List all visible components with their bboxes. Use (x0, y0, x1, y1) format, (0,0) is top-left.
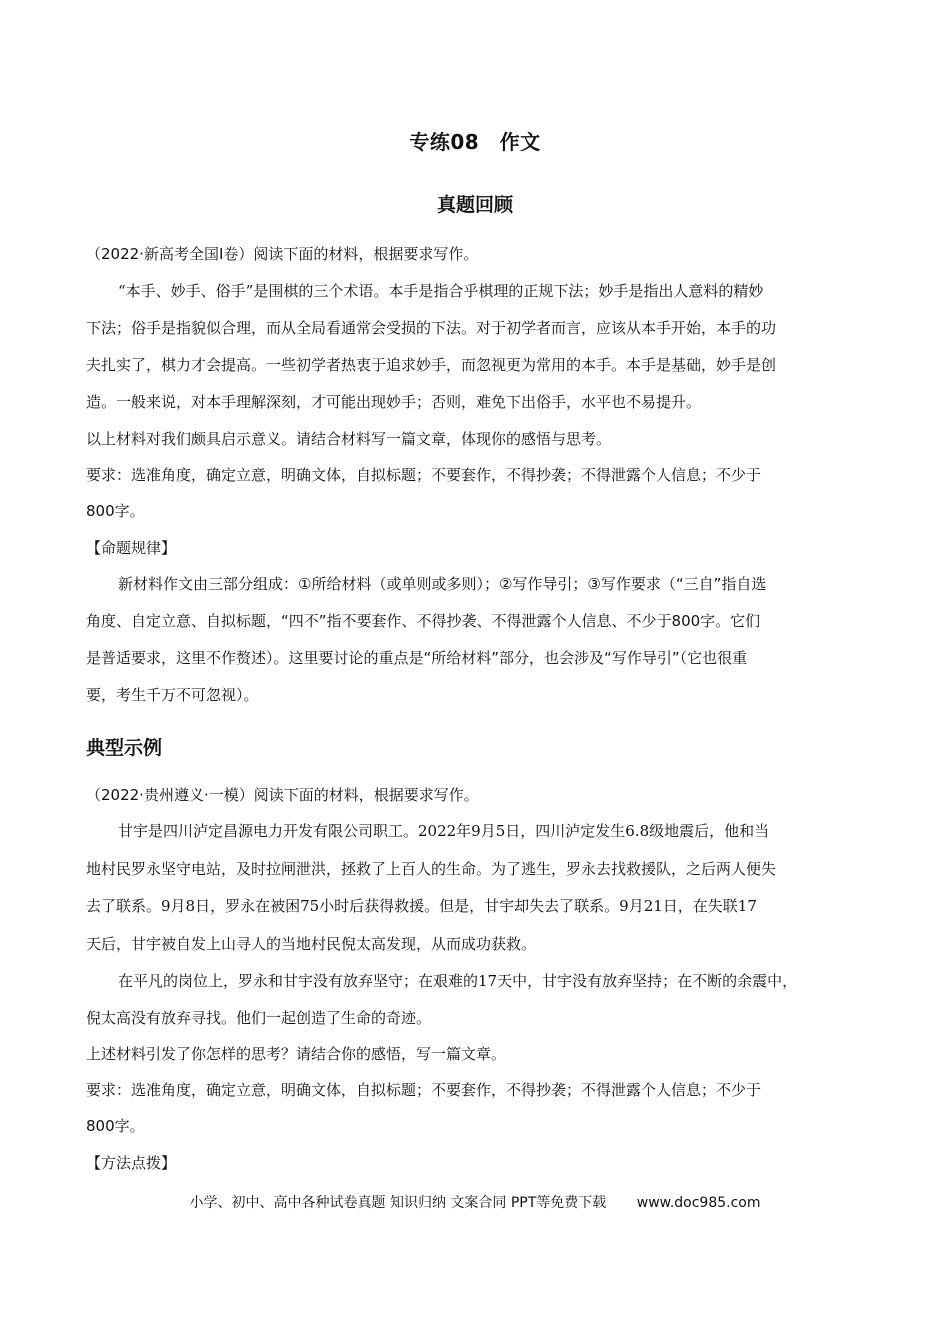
q1-para-line: 造。一般来说，对本手理解深刻，才可能出现妙手；否则，难免下出俗手，水平也不易提升。 (86, 393, 702, 411)
q1-para-line: 下法；俗手是指貌似合理，而从全局看通常会受损的下法。对于初学者而言，应该从本手开始，本手的功 (86, 319, 777, 337)
rule-label: 【命题规律】 (86, 539, 177, 557)
q2-prompt: 上述材料引发了你怎样的思考？请结合你的感悟，写一篇文章。 (86, 1045, 507, 1063)
section-heading-examples: 典型示例 (86, 737, 163, 759)
q2-para-line: 去了联系。9月8日，罗永在被困75小时后获得救援。但是，甘宇却失去了联系。9月21日，在失联17 (86, 897, 757, 915)
section-heading-review: 真题回顾 (436, 194, 513, 216)
q2-requirement: 要求：选准角度，确定立意，明确文体，自拟标题；不要套作，不得抄袭；不得泄露个人信息；不少于 (86, 1081, 762, 1099)
q2-para-line: 甘宇是四川泸定昌源电力开发有限公司职工。2022年9月5日，四川泸定发生6.8级地震后，他和当 (118, 822, 770, 840)
footer-site-link[interactable]: www.doc985.com (636, 1195, 761, 1211)
q2-para-line: 地村民罗永坚守电站，及时拉闸泄洪，拯救了上百人的生命。为了逃生，罗永去找救援队，之后两人便失 (86, 860, 777, 878)
q2-requirement-cont: 800字。 (86, 1117, 145, 1135)
q1-requirement: 要求：选准角度，确定立意，明确文体，自拟标题；不要套作，不得抄袭；不得泄露个人信息；不少于 (86, 466, 762, 484)
q2-para-line: 在平凡的岗位上，罗永和甘宇没有放弃坚守；在艰难的17天中，甘宇没有放弃坚持；在不断的余震中， (118, 972, 798, 990)
q2-para-line: 倪太高没有放弃寻找。他们一起创造了生命的奇迹。 (86, 1009, 432, 1027)
rule-line: 角度、自定立意、自拟标题，“四不”指不要套作、不得抄袭、不得泄露个人信息、不少于800字。它们 (86, 612, 761, 630)
page-footer (0, 1192, 950, 1212)
q1-source: （2022·新高考全国Ⅰ卷）阅读下面的材料，根据要求写作。 (86, 245, 479, 263)
q2-source: （2022·贵州遵义·一模）阅读下面的材料，根据要求写作。 (86, 786, 479, 804)
rule-line: 是普适要求，这里不作赘述）。这里要讨论的重点是“所给材料”部分，也会涉及“写作导引”（它也很重 (86, 649, 748, 667)
q1-requirement-cont: 800字。 (86, 502, 145, 520)
rule-line: 新材料作文由三部分组成：①所给材料（或单则或多则）；②写作导引；③写作要求（“三自”指自选 (118, 575, 767, 593)
document-title: 专练08 作文 (409, 130, 541, 154)
q1-para-line: “本手、妙手、俗手”是围棋的三个术语。本手是指合乎棋理的正规下法；妙手是指出人意料的精妙 (118, 282, 764, 300)
q1-para-line: 夫扎实了，棋力才会提高。一些初学者热衷于追求妙手，而忽视更为常用的本手。本手是基础，妙手是创 (86, 356, 777, 374)
rule-line: 要，考生千万不可忽视）。 (86, 686, 259, 704)
q1-prompt: 以上材料对我们颇具启示意义。请结合材料写一篇文章，体现你的感悟与思考。 (86, 430, 612, 448)
q2-para-line: 天后，甘宇被自发上山寻人的当地村民倪太高发现，从而成功获救。 (86, 935, 537, 953)
footer-text: 小学、初中、高中各种试卷真题 知识归纳 文案合同 PPT等免费下载 (189, 1195, 607, 1211)
method-label: 【方法点拨】 (86, 1154, 177, 1172)
